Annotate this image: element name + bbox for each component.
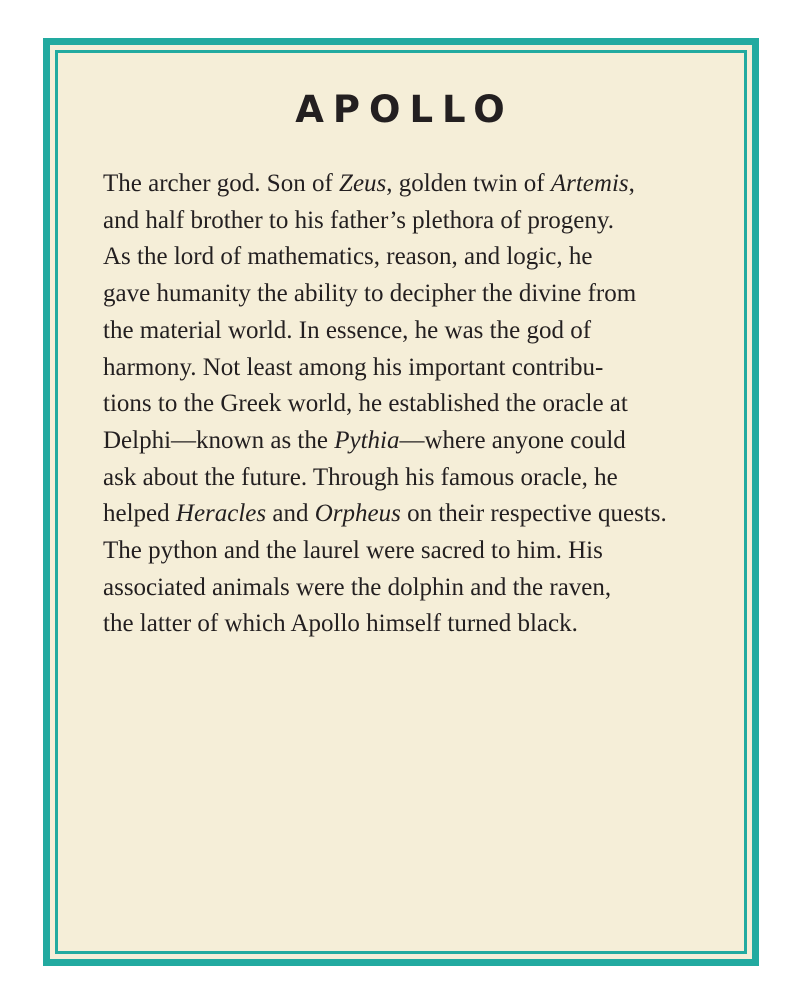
text-line [103, 386, 703, 423]
italic-name: Orpheus [314, 500, 401, 528]
page-title: APOLLO [295, 88, 514, 131]
text-segment: on their respective quests. [400, 500, 667, 528]
text-line [103, 606, 703, 643]
text-segment: and [266, 500, 315, 528]
text-segment: The python and the laurel were sacred to him. His [103, 537, 603, 565]
text-line [103, 570, 703, 607]
text-segment: the material world. In essence, he was the god of [103, 316, 592, 344]
italic-name: Zeus [339, 170, 387, 197]
text-segment: the latter of which Apollo himself turned black. [103, 610, 578, 638]
text-line [103, 276, 703, 313]
italic-name: Heracles [175, 500, 267, 528]
text-line [103, 423, 703, 460]
text-line [103, 203, 703, 240]
text-segment: As the lord of mathematics, reason, and logic, he [103, 243, 593, 271]
text-line [103, 533, 703, 570]
text-segment: and half brother to his father’s plethora of progeny. [103, 206, 614, 234]
text-line [103, 350, 703, 387]
text-segment: harmony. Not least among his important contribu- [103, 353, 604, 381]
text-segment: gave humanity the ability to decipher the divine from [103, 280, 637, 308]
text-line [103, 166, 703, 203]
text-segment: associated animals were the dolphin and the raven, [103, 573, 612, 601]
text-segment: tions to the Greek world, he established the oracle at [103, 390, 628, 418]
text-line [103, 313, 703, 350]
text-segment: , golden twin of [386, 170, 551, 197]
text-segment: helped [103, 500, 176, 528]
text-line [103, 460, 703, 497]
text-segment: The archer god. Son of [103, 170, 340, 197]
text-segment: , [628, 170, 635, 197]
text-segment: ask about the future. Through his famous oracle, he [103, 463, 618, 491]
text-segment: Delphi—known as the [103, 426, 335, 454]
italic-name: Pythia [334, 426, 400, 454]
text-line [103, 496, 703, 533]
description-paragraph [103, 166, 703, 643]
text-line [103, 239, 703, 276]
italic-name: Artemis [550, 170, 629, 197]
text-segment: —where anyone could [399, 426, 626, 454]
